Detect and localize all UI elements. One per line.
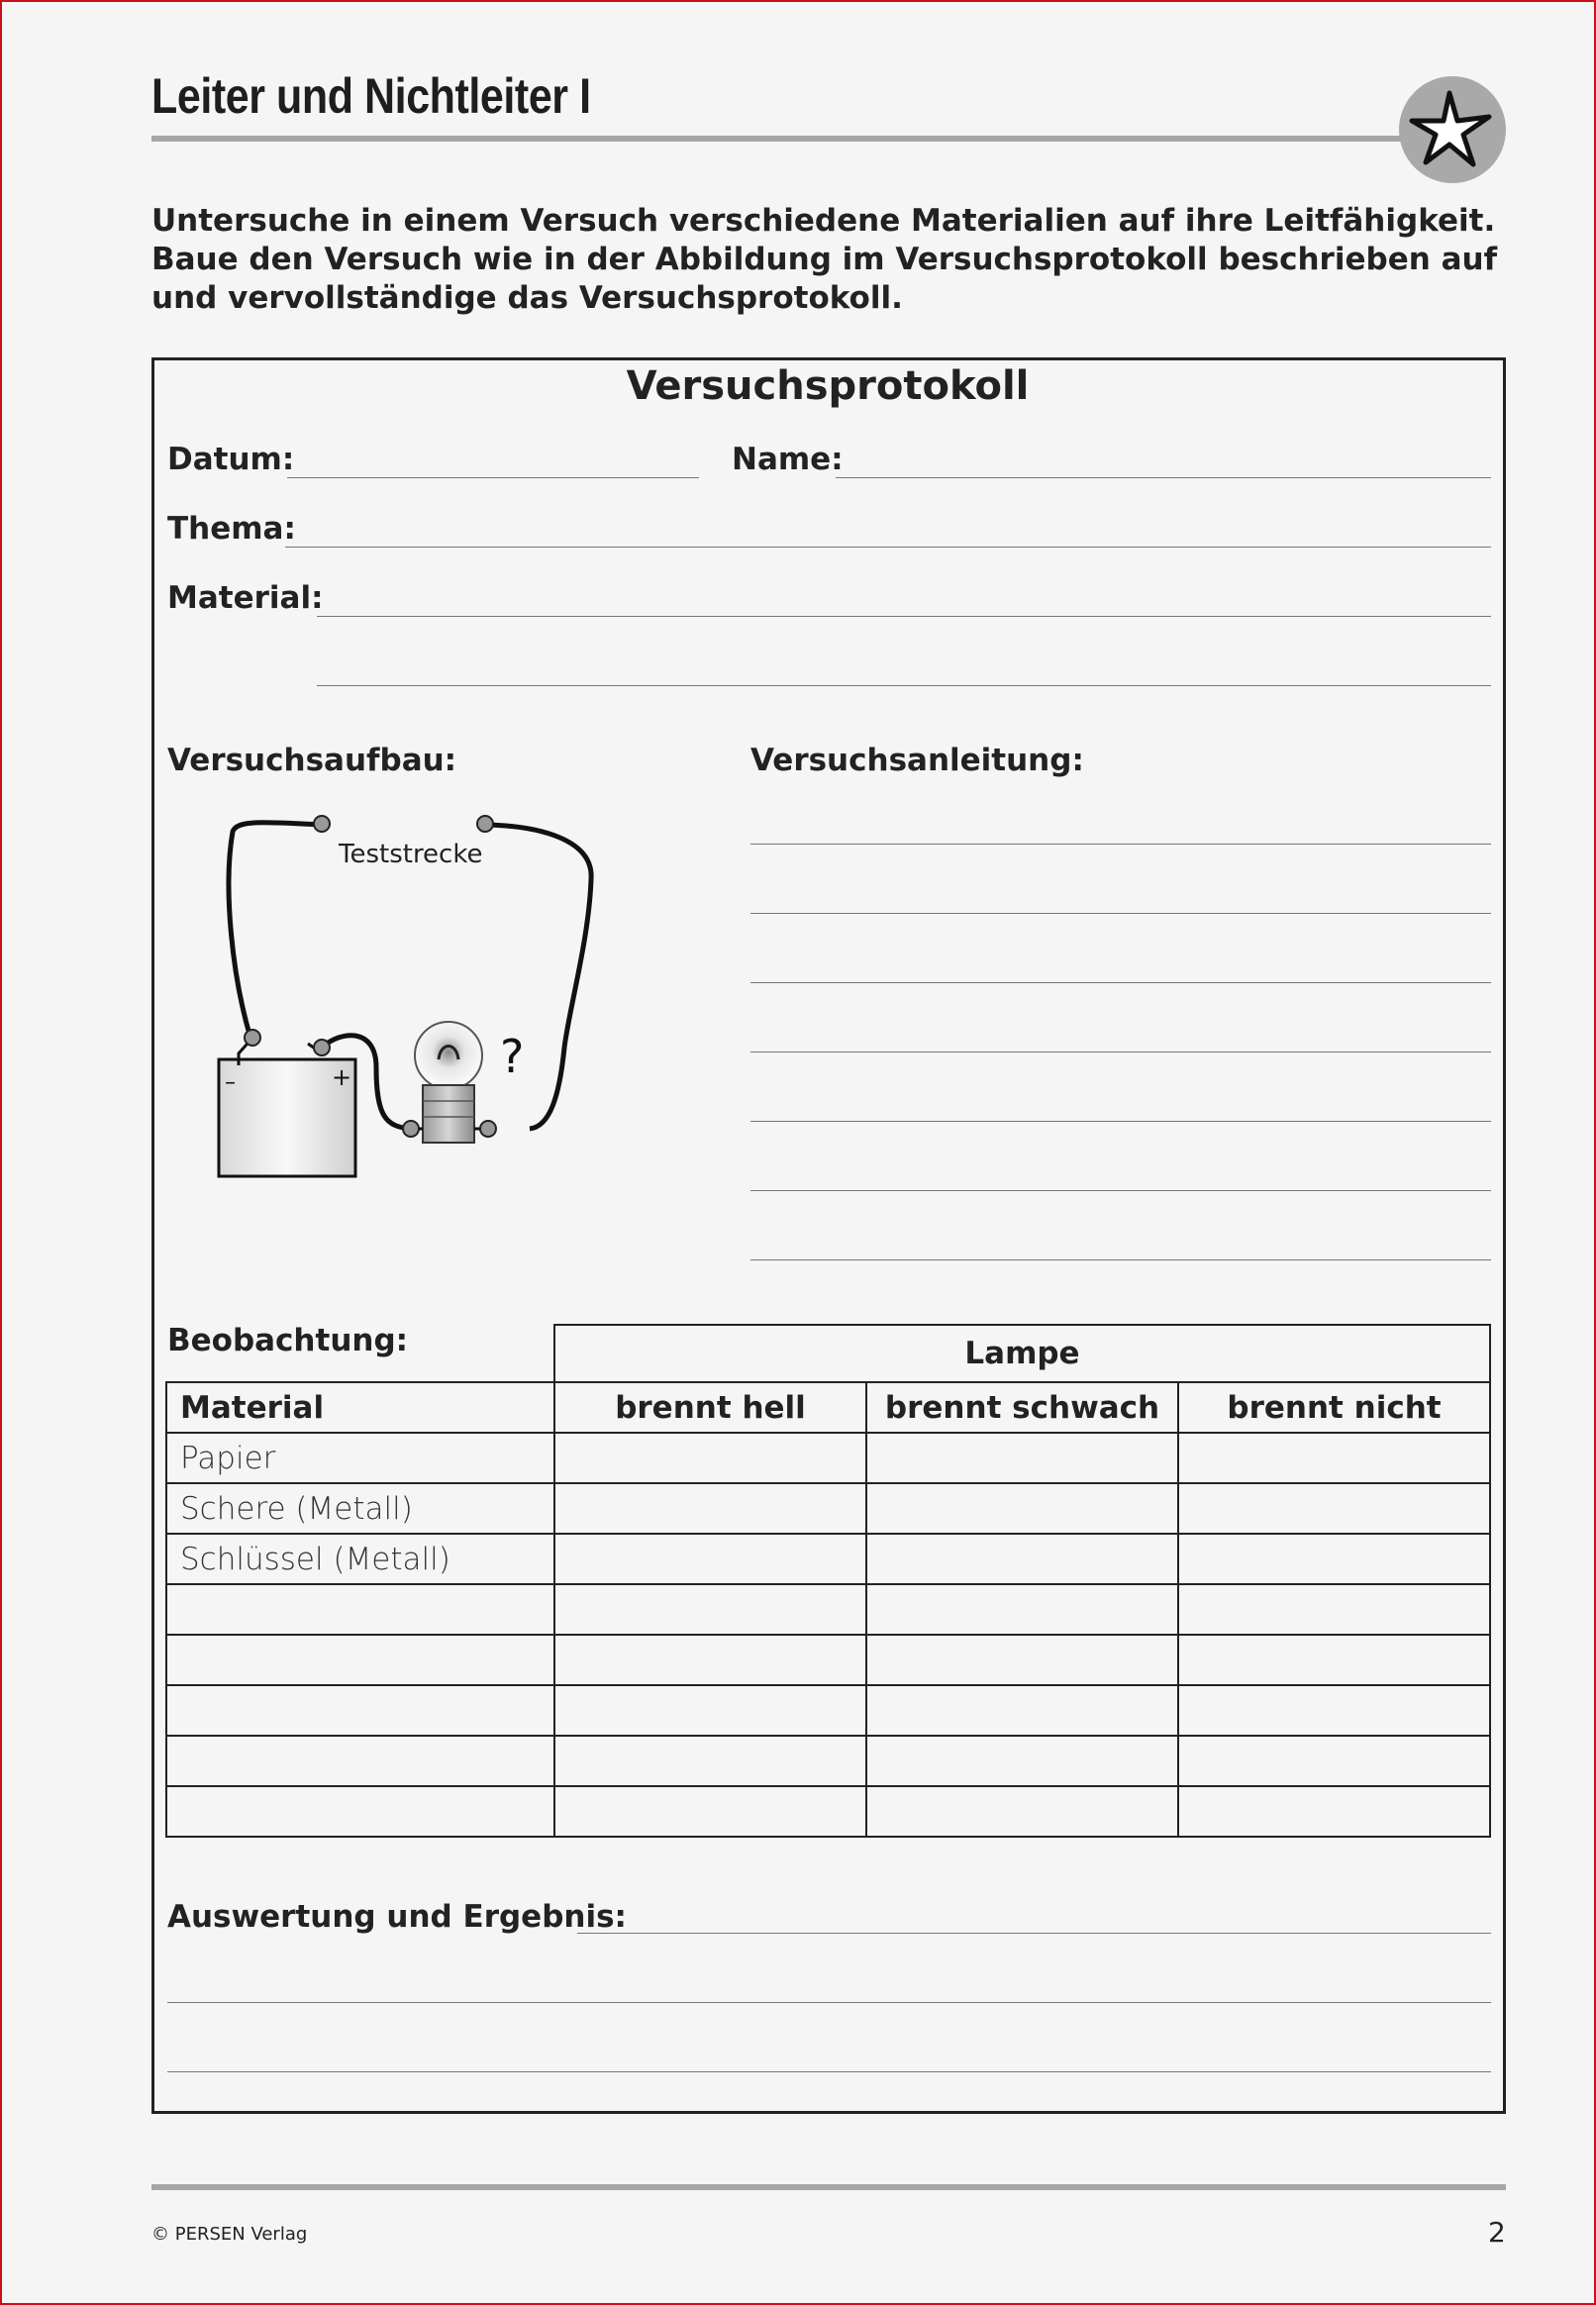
table-cell[interactable]	[554, 1736, 866, 1786]
column-header-brennt-schwach: brennt schwach	[866, 1382, 1178, 1433]
publisher-credit: © PERSEN Verlag	[151, 2224, 308, 2245]
table-cell[interactable]	[554, 1584, 866, 1635]
table-cell[interactable]	[554, 1786, 866, 1837]
question-mark: ?	[500, 1030, 525, 1083]
page-number: 2	[1488, 2216, 1506, 2249]
table-cell[interactable]	[1178, 1635, 1490, 1685]
column-header-brennt-nicht: brennt nicht	[1178, 1382, 1490, 1433]
table-cell[interactable]	[554, 1534, 866, 1584]
material-label: Material:	[167, 580, 324, 616]
table-cell[interactable]	[1178, 1786, 1490, 1837]
table-cell[interactable]	[866, 1483, 1178, 1534]
column-header-material: Material	[166, 1382, 554, 1433]
page-title: Leiter und Nichtleiter I	[151, 68, 591, 124]
name-line[interactable]	[836, 477, 1491, 478]
auswertung-line[interactable]	[577, 1933, 1491, 1934]
table-cell[interactable]	[554, 1685, 866, 1736]
table-cell[interactable]	[1178, 1736, 1490, 1786]
footer-rule	[151, 2184, 1506, 2190]
table-cell[interactable]	[866, 1635, 1178, 1685]
table-header-row	[166, 1382, 1490, 1433]
material-cell[interactable]	[166, 1635, 554, 1685]
table-row	[166, 1736, 1490, 1786]
table-row	[166, 1584, 1490, 1635]
auswertung-label: Auswertung und Ergebnis:	[167, 1899, 627, 1935]
plus-sign: +	[332, 1063, 352, 1091]
intro-text: Untersuche in einem Versuch verschiedene Materialien auf ihre Leitfähigkeit. Baue den Versuch wie in der Abbildung im Versuchsprotokoll beschrieben auf und vervollständige das Versuchsprotokoll.	[151, 203, 1498, 316]
table-cell[interactable]	[554, 1433, 866, 1483]
table-row	[166, 1433, 1490, 1483]
anleitung-line[interactable]	[750, 1259, 1491, 1260]
table-row	[166, 1786, 1490, 1837]
table-row	[166, 1534, 1490, 1584]
title-rule	[151, 136, 1407, 142]
datum-label: Datum:	[167, 442, 295, 477]
lampe-header: Lampe	[554, 1325, 1490, 1382]
table-cell[interactable]	[554, 1483, 866, 1534]
table-row	[166, 1635, 1490, 1685]
material-cell[interactable]	[166, 1736, 554, 1786]
material-line-1[interactable]	[317, 616, 1491, 617]
table-cell[interactable]	[1178, 1685, 1490, 1736]
teststrecke-label: Teststrecke	[339, 840, 483, 869]
thema-label: Thema:	[167, 511, 296, 547]
anleitung-line[interactable]	[750, 1190, 1491, 1191]
material-cell: Papier	[166, 1433, 554, 1483]
material-cell: Schere (Metall)	[166, 1483, 554, 1534]
material-cell: Schlüssel (Metall)	[166, 1534, 554, 1584]
anleitung-line[interactable]	[750, 913, 1491, 914]
table-corner	[166, 1325, 554, 1382]
name-label: Name:	[732, 442, 844, 477]
table-cell[interactable]	[1178, 1534, 1490, 1584]
material-cell[interactable]	[166, 1584, 554, 1635]
table-cell[interactable]	[866, 1534, 1178, 1584]
table-cell[interactable]	[1178, 1483, 1490, 1534]
table-cell[interactable]	[866, 1685, 1178, 1736]
table-cell[interactable]	[866, 1736, 1178, 1786]
table-cell[interactable]	[1178, 1433, 1490, 1483]
table-cell[interactable]	[866, 1584, 1178, 1635]
versuchsaufbau-label: Versuchsaufbau:	[167, 743, 457, 778]
anleitung-line[interactable]	[750, 844, 1491, 845]
anleitung-line[interactable]	[750, 982, 1491, 983]
minus-sign: –	[225, 1070, 236, 1095]
table-cell[interactable]	[1178, 1584, 1490, 1635]
observation-table	[165, 1324, 1491, 1838]
table-cell[interactable]	[554, 1635, 866, 1685]
material-line-2[interactable]	[317, 685, 1491, 686]
anleitung-line[interactable]	[750, 1121, 1491, 1122]
material-cell[interactable]	[166, 1685, 554, 1736]
protocol-title: Versuchsprotokoll	[626, 363, 1030, 409]
table-cell[interactable]	[866, 1433, 1178, 1483]
auswertung-line[interactable]	[167, 2071, 1491, 2072]
table-cell[interactable]	[866, 1786, 1178, 1837]
thema-line[interactable]	[285, 547, 1491, 548]
datum-line[interactable]	[287, 477, 699, 478]
beobachtung-label: Beobachtung:	[167, 1323, 409, 1358]
auswertung-line[interactable]	[167, 2002, 1491, 2003]
versuchsanleitung-label: Versuchsanleitung:	[750, 743, 1084, 778]
column-header-brennt-hell: brennt hell	[554, 1382, 866, 1433]
table-row	[166, 1483, 1490, 1534]
table-group-header-row	[166, 1325, 1490, 1382]
material-cell[interactable]	[166, 1786, 554, 1837]
star-icon	[1398, 75, 1507, 184]
table-row	[166, 1685, 1490, 1736]
protocol-box	[151, 357, 1506, 2114]
